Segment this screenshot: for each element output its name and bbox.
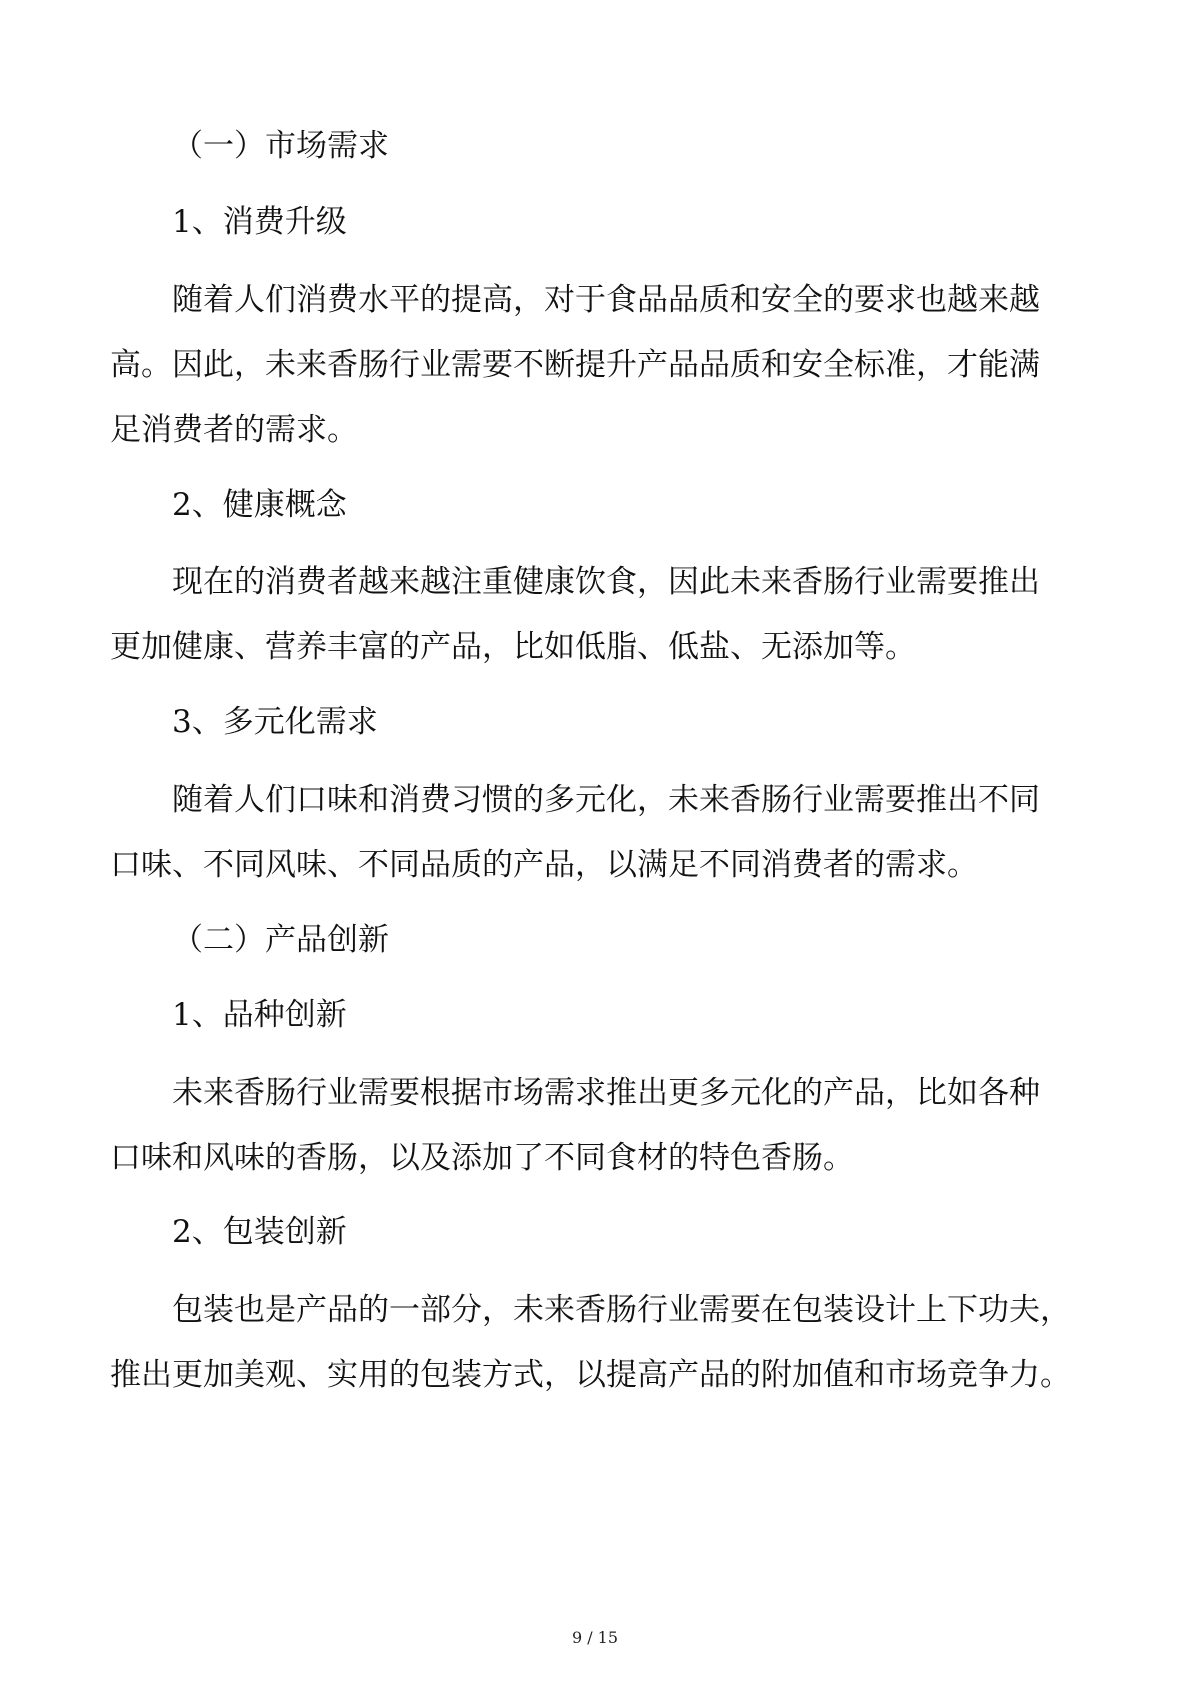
page-number: 9 / 15 xyxy=(571,1628,619,1647)
paragraph-line: 随着人们口味和消费习惯的多元化，未来香肠行业需要推出不同 xyxy=(172,782,1040,818)
section-heading: （一）市场需求 xyxy=(172,128,389,164)
subsection-heading: 1、消费升级 xyxy=(172,204,347,240)
subsection-heading: 2、包装创新 xyxy=(172,1214,347,1250)
subsection-heading: 1、品种创新 xyxy=(172,997,347,1033)
paragraph-line: 口味和风味的香肠，以及添加了不同食材的特色香肠。 xyxy=(110,1140,854,1176)
section-heading: （二）产品创新 xyxy=(172,922,389,958)
subsection-heading: 2、健康概念 xyxy=(172,487,347,523)
paragraph-line: 口味、不同风味、不同品质的产品，以满足不同消费者的需求。 xyxy=(110,847,978,883)
paragraph-line: 高。因此，未来香肠行业需要不断提升产品品质和安全标准，才能满 xyxy=(110,347,1040,383)
paragraph-line: 现在的消费者越来越注重健康饮食，因此未来香肠行业需要推出 xyxy=(172,564,1040,600)
paragraph-line: 未来香肠行业需要根据市场需求推出更多元化的产品，比如各种 xyxy=(172,1075,1040,1111)
paragraph-line: 更加健康、营养丰富的产品，比如低脂、低盐、无添加等。 xyxy=(110,629,916,665)
paragraph-line: 随着人们消费水平的提高，对于食品品质和安全的要求也越来越 xyxy=(172,282,1040,318)
paragraph-line: 足消费者的需求。 xyxy=(110,412,358,448)
paragraph-line: 推出更加美观、实用的包装方式，以提高产品的附加值和市场竞争力。 xyxy=(110,1357,1071,1393)
subsection-heading: 3、多元化需求 xyxy=(172,704,378,740)
paragraph-line: 包装也是产品的一部分，未来香肠行业需要在包装设计上下功夫， xyxy=(172,1292,1071,1328)
